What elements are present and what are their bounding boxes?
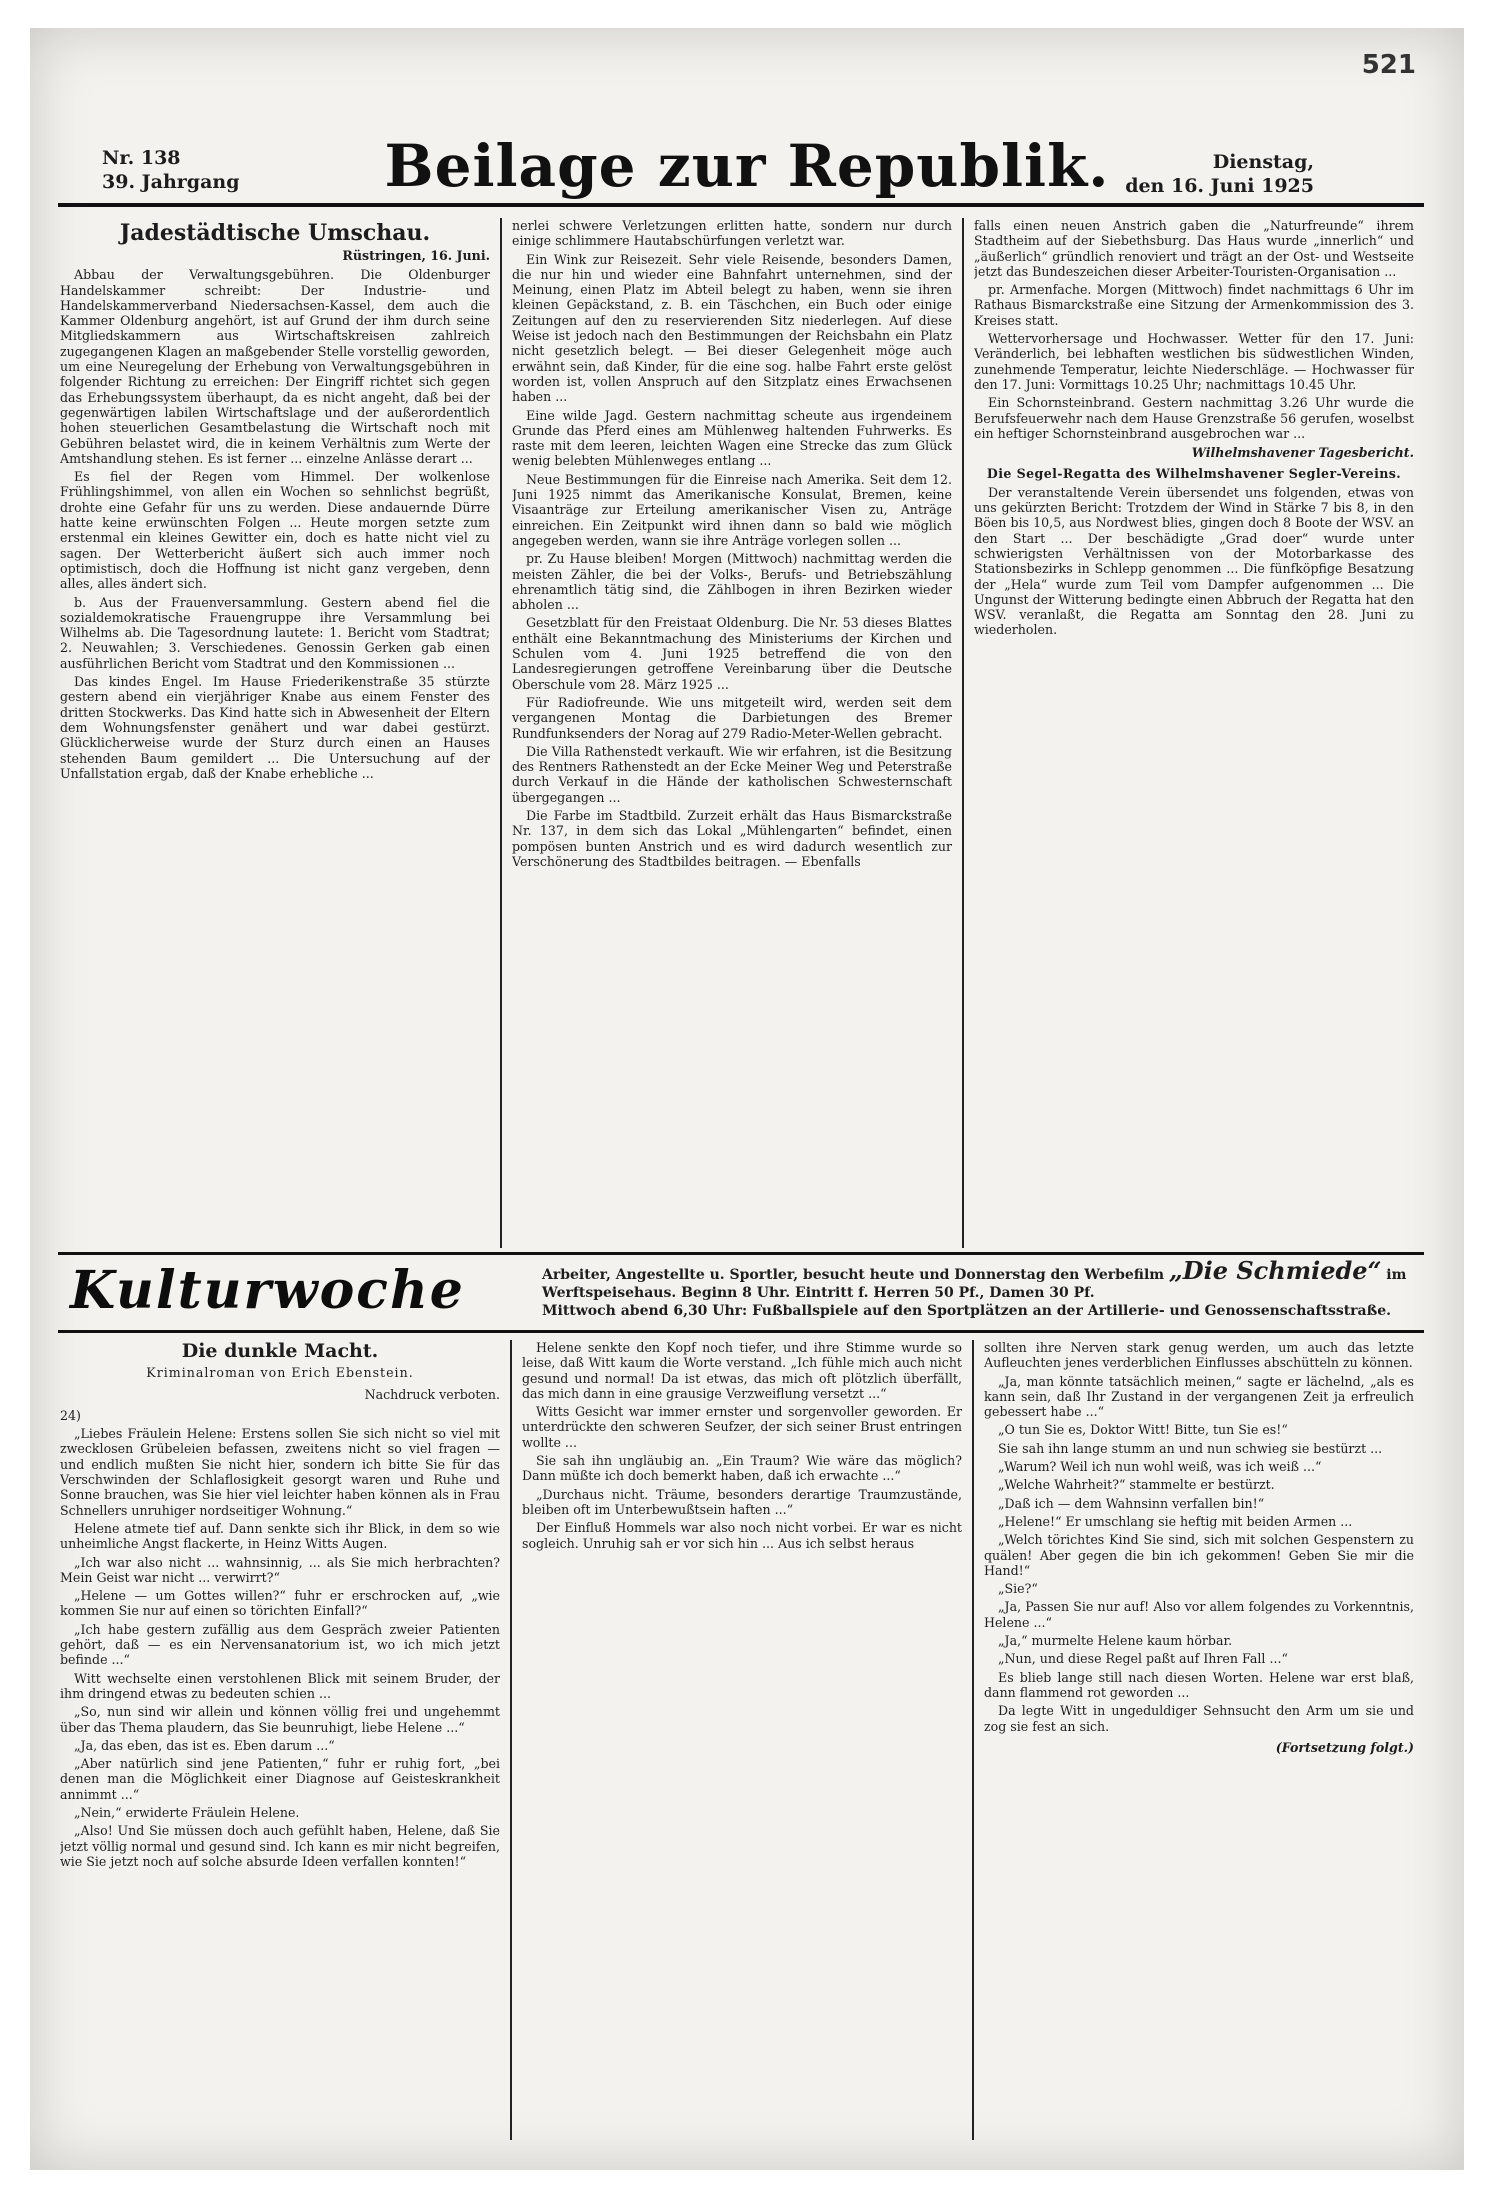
article-paragraph: nerlei schwere Verletzungen erlitten hatte, sondern nur durch einige schlimmere Hautabschürfungen verletzt war. [512,218,952,249]
column-divider [972,1340,974,2140]
novel-column-2 [522,1340,962,2140]
date-info [1125,150,1314,198]
novel-paragraph: „Daß ich — dem Wahnsinn verfallen bin!“ [998,1495,1265,1511]
novel-paragraph: Da legte Witt in ungeduldiger Sehnsucht den Arm um sie und zog sie fest an sich. [984,1703,1414,1734]
article-paragraph: Für Radiofreunde. Wie uns mitgeteilt wird, werden seit dem vergangenen Montag die Darbietungen des Bremer Rundfunksenders der Norag auf 279 Radio-Meter-Wellen gebracht. [512,694,952,741]
page-number: 521 [1361,50,1416,80]
masthead-rule [58,203,1424,207]
novel-paragraph: „Ich habe gestern zufällig aus dem Gespräch zweier Patienten gehört, daß — es ein Nervensanatorium ist, wo ich mich jetzt befinde ...“ [60,1621,500,1668]
kulturwoche-line-1 [542,1256,1422,1302]
article-paragraph: Das kindes Engel. Im Hause Friederikenstraße 35 stürzte gestern abend ein vierjähriger Knabe aus einem Fenster des dritten Stockwerks. Das Kind hatte sich in Abwesenheit der Eltern dem Wohnungsfenster genähert und war dabei gestürzt. Glücklicherweise wurde der Sturz durch einen an Hauses stehenden Baum gemildert ... Die Untersuchung auf der Unfallstation ergab, daß der Knabe erhebliche ... [60,674,490,781]
novel-paragraph: „O tun Sie es, Doktor Witt! Bitte, tun Sie es!“ [998,1422,1288,1438]
banner-rule-bottom [58,1330,1424,1333]
volume: 39. Jahrgang [102,171,240,193]
kulturwoche-title: Kulturwoche [70,1260,465,1321]
installment-number: 24) [60,1407,81,1423]
novel-paragraph: „Sie?“ [998,1581,1038,1597]
novel-paragraph: Helene senkte den Kopf noch tiefer, und ihre Stimme wurde so leise, daß Witt kaum die Worte verstand. „Ich fühle mich auch nicht gesund und normal! Da ist etwas, das mich oft plötzlich überfällt, das mich dann in eine grausige Verzweiflung versetzt ...“ [522,1340,962,1401]
novel-paragraph: Witt wechselte einen verstohlenen Blick mit seinem Bruder, der ihm dringend etwas zu bedeuten schien ... [60,1670,500,1701]
column-news-2 [512,218,952,1248]
article-paragraph: Abbau der Verwaltungsgebühren. Die Oldenburger Handelskammer schreibt: Der Industrie- und Handelskammerverband Niedersachsen-Kassel, dem auch die Kammer Oldenburg angehört, ist auf Grund der ihm durch seine Mitgliedskammern aus Wirtschaftskreisen zahlreich zugegangenen Klagen an maßgebender Stelle vorstellig geworden, um eine Neuregelung der Erhebung von Verwaltungsgebühren in folgender Richtung zu erreichen: Der Eingriff richtet sich gegen das Erhebungssystem überhaupt, da es nicht angeht, daß bei der gegenwärtigen labilen Wirtschaftslage und der außerordentlich hohen steuerlichen Gesamtbelastung die Wirtschaft noch mit Gebühren belastet wird, die in keinem Verhältnis zum Werte der Amtshandlung stehen. Es ist ferner ... einzelne Anlässe derart ... [60,267,490,466]
article-paragraph: Ein Schornsteinbrand. Gestern nachmittag 3.26 Uhr wurde die Berufsfeuerwehr nach dem Hause Grenzstraße 56 gerufen, woselbst ein heftiger Schornsteinbrand ausgebrochen war ... [974,395,1414,441]
newspaper-page [30,28,1464,2170]
column-local-news [60,214,490,1249]
kulturwoche-info [542,1256,1422,1320]
novel-paragraph: „Nein,“ erwiderte Fräulein Helene. [74,1805,300,1821]
novel-paragraph: „Ich war also nicht ... wahnsinnig, ... als Sie mich herbrachten? Mein Geist war nicht ... verwirrt?“ [60,1554,500,1585]
article-paragraph: b. Aus der Frauenversammlung. Gestern abend fiel die sozialdemokratische Frauengruppe ihre Versammlung bei Wilhelms ab. Die Tagesordnung lautete: 1. Bericht vom Stadtrat; 2. Neuwahlen; 3. Verschiedenes. Genossin Gerken gab einen ausführlichen Bericht vom Stadtrat und den Kommissionen ... [60,594,490,671]
dateline: Rüstringen, 16. Juni. [342,248,490,263]
novel-subtitle: Kriminalroman von Erich Ebenstein. [146,1365,414,1381]
regatta-heading: Die Segel-Regatta des Wilhelmshavener Segler-Vereins. [986,466,1402,482]
weekday: Dienstag, [1212,151,1314,173]
article-paragraph: pr. Armenfache. Morgen (Mittwoch) findet nachmittags 6 Uhr im Rathaus Bismarckstraße eine Sitzung der Armenkommission des 3. Kreises statt. [974,282,1414,328]
novel-paragraph: „Welche Wahrheit?“ stammelte er bestürzt. [998,1477,1275,1493]
novel-paragraph: „Ja, man könnte tatsächlich meinen,“ sagte er lächelnd, „als es kann sein, daß Ihr Zustand in der vergangenen Zeit ja erfreulich gebessert habe ...“ [984,1373,1414,1420]
novel-title: Die dunkle Macht. [181,1340,379,1362]
article-paragraph: Die Villa Rathenstedt verkauft. Wie wir erfahren, ist die Besitzung des Rentners Rathenstedt an der Ecke Meiner Weg und Peterstraße durch Verkauf in die Hände der katholischen Schwesternschaft übergegangen ... [512,743,952,805]
kulturwoche-line-2: Mittwoch abend 6,30 Uhr: Fußballspiele auf den Sportplätzen an der Artillerie- und Genossenschaftsstraße. [542,1303,1392,1319]
novel-paragraph: Witts Gesicht war immer ernster und sorgenvoller geworden. Er unterdrückte den schweren Seufzer, der sich seiner Brust entringen wollte ... [522,1404,962,1450]
novel-paragraph: „Helene — um Gottes willen?“ fuhr er erschrocken auf, „wie kommen Sie nur auf einen so törichten Einfall?“ [60,1588,500,1619]
article-paragraph: Es fiel der Regen vom Himmel. Der wolkenlose Frühlingshimmel, von allen ein Wochen so sehnlichst begrüßt, drohte eine Gefahr für uns zu werden. Diese andauernde Dürre hatte keine erwünschten Folgen ... Heute morgen setzte zum erstenmal ein kleines Gewitter ein, doch es hatte nicht viel zu sagen. Der Wetterbericht äußert sich auch immer noch optimistisch, doch die Hoffnung ist nicht ganz vergeben, denn alles, alles ändert sich. [60,469,490,592]
novel-paragraph: „Ja,“ murmelte Helene kaum hörbar. [998,1633,1233,1649]
article-paragraph: pr. Zu Hause bleiben! Morgen (Mittwoch) nachmittag werden die meisten Zähler, die bei der Volks-, Berufs- und Betriebszählung ehrenamtlich tätig sind, die Zählbogen in ihren Bezirken wieder abholen ... [512,551,952,613]
novel-paragraph: Der Einfluß Hommels war also noch nicht vorbei. Er war es nicht sogleich. Unruhig sah er vor sich hin ... Aus ich selbst heraus [522,1520,962,1551]
novel-paragraph: „Also! Und Sie müssen doch auch gefühlt haben, Helene, daß Sie jetzt völlig normal und gesund sind. Ich kann es mir nicht begreifen, wie Sie jetzt noch auf solche absurde Ideen verfallen konnten!“ [60,1823,500,1869]
reprint-notice: Nachdruck verboten. [364,1386,500,1402]
novel-paragraph: „So, nun sind wir allein und können völlig frei und ungehemmt über das Thema plaudern, das Sie beunruhigt, liebe Helene ...“ [60,1704,500,1735]
continued-notice: (Fortsetzung folgt.) [1275,1739,1414,1755]
novel-paragraph: „Helene!“ Er umschlang sie heftig mit beiden Armen ... [998,1513,1353,1529]
column-divider [962,218,964,1248]
film-title: „Die Schmiede“ [1168,1256,1382,1285]
novel-paragraph: „Aber natürlich sind jene Patienten,“ fuhr er ruhig fort, „bei denen man die Möglichkeit einer Diagnose auf Geisteskrankheit annimmt ...“ [60,1756,500,1802]
banner-rule-top [58,1252,1424,1255]
kulturwoche-details: im Werftspeisehaus. Beginn 8 Uhr. Eintritt f. Herren 50 Pf., Damen 30 Pf. [542,1267,1407,1301]
novel-paragraph: Es blieb lange still nach diesen Worten. Helene war erst blaß, dann flammend rot geworden ... [984,1669,1414,1700]
article-paragraph: Eine wilde Jagd. Gestern nachmittag scheute aus irgendeinem Grunde das Pferd eines am Mühlenweg haltenden Fuhrwerks. Es raste mit dem leeren, leichten Wagen eine Strecke das zum Glück wenig belebten Mühlenweges entlang ... [512,407,952,469]
novel-paragraph: sollten ihre Nerven stark genug werden, um auch das letzte Aufleuchten jenes verderblichen Einflusses abschütteln zu können. [984,1340,1414,1371]
issue-number: Nr. 138 [102,147,181,169]
novel-paragraph: „Ja, das eben, das ist es. Eben darum ...“ [74,1737,335,1753]
article-paragraph: Neue Bestimmungen für die Einreise nach Amerika. Seit dem 12. Juni 1925 nimmt das Amerikanische Konsulat, Bremen, keine Visaanträge zur Erteilung amerikanischer Visen zu, Anträge einreichen. Ein Zeitpunkt wird ihnen dann so bald wie möglich angegeben werden, wann sie ihre Anträge vorlegen sollen ... [512,471,952,548]
column-news-3 [974,218,1414,1248]
novel-column-3 [984,1340,1414,2140]
novel-paragraph: „Liebes Fräulein Helene: Erstens sollen Sie sich nicht so viel mit zwecklosen Grübeleien befassen, zweitens nicht so viel fragen — und endlich mußten Sie nicht hier, sondern ich bitte Sie für das Verschwinden der Schlaflosigkeit gesorgt waren und Ruhe und Sonne brauchen, was Sie hier viel leichter haben können als in Frau Schnellers unruhiger nordseitiger Wohnung.“ [60,1426,500,1518]
article-paragraph: Die Farbe im Stadtbild. Zurzeit erhält das Haus Bismarckstraße Nr. 137, in dem sich das Lokal „Mühlengarten“ befindet, einen pompösen bunten Anstrich und es wird dadurch wesentlich zur Verschönerung des Stadtbildes beitragen. — Ebenfalls [512,807,952,869]
novel-paragraph: Sie sah ihn ungläubig an. „Ein Traum? Wie wäre das möglich? Dann müßte ich doch bemerkt haben, daß ich erwachte ...“ [522,1453,962,1484]
column-divider [500,218,502,1248]
novel-paragraph: „Welch törichtes Kind Sie sind, sich mit solchen Gespenstern zu quälen! Aber gegen die bin ich gekommen! Geben Sie mir die Hand!“ [984,1532,1414,1578]
kulturwoche-invite: Arbeiter, Angestellte u. Sportler, besucht heute und Donnerstag den Werbefilm [542,1267,1165,1283]
novel-paragraph: „Warum? Weil ich nun wohl weiß, was ich weiß ...“ [998,1459,1322,1475]
article-paragraph: Gesetzblatt für den Freistaat Oldenburg. Die Nr. 53 dieses Blattes enthält eine Bekanntmachung des Ministeriums der Kirchen und Schulen vom 4. Juni 1925 betreffend die von den Landesregierungen getroffene Vereinbarung über die Deutsche Oberschule vom 28. März 1925 ... [512,615,952,692]
novel-paragraph: „Durchaus nicht. Träume, besonders derartige Traumzustände, bleiben oft im Unterbewußtsein haften ...“ [522,1486,962,1517]
novel-paragraph: Helene atmete tief auf. Dann senkte sich ihr Blick, in dem so wie unheimliche Angst flackerte, in Heinz Witts Augen. [60,1520,500,1552]
novel-paragraph: Sie sah ihn lange stumm an und nun schwieg sie bestürzt ... [998,1440,1383,1456]
novel-paragraph: „Nun, und diese Regel paßt auf Ihren Fall ...“ [998,1651,1288,1667]
article-paragraph: Wettervorhersage und Hochwasser. Wetter für den 17. Juni: Veränderlich, bei lebhaften westlichen bis südwestlichen Winden, zunehmende Temperatur, leichte Niederschläge. — Hochwasser für den 17. Juni: Vormittags 10.25 Uhr; nachmittags 10.45 Uhr. [974,331,1414,392]
column-divider [510,1340,512,2140]
novel-column-1 [60,1340,500,2140]
article-paragraph: falls einen neuen Anstrich gaben die „Naturfreunde“ ihrem Stadtheim auf der Siebethsburg. Das Haus wurde „innerlich“ und „äußerlich“ gründlich renoviert und trägt an der Ost- und Westseite jetzt das Bundeszeichen dieser Arbeiter-Touristen-Organisation ... [974,218,1414,279]
article-signature: Wilhelmshavener Tagesbericht. [1191,445,1414,461]
article-paragraph: Der veranstaltende Verein übersendet uns folgenden, etwas von uns gekürzten Bericht: Trotzdem der Wind in Stärke 7 bis 8, in den Böen bis 10,5, aus Nordwest blies, gingen doch 8 Boote der WSV. an den Start ... Der beschädigte „Grad doer“ wurde unter schwierigsten Verhältnissen von der Motorbarkasse des Stationsbezirks in Schlepp genommen ... Die fünfköpfige Besatzung der „Hela“ wurde zum Teil vom Dampfer aufgenommen ... Die Ungunst der Witterung bedingte einen Abbruch der Regatta hat den WSV. veranlaßt, die Regatta am Sonntag den 28. Juni zu wiederholen. [974,484,1414,638]
article-paragraph: Ein Wink zur Reisezeit. Sehr viele Reisende, besonders Damen, die nur hin und wieder eine Bahnfahrt unternehmen, sind der Meinung, einen Platz im Abteil belegt zu haben, wenn sie ihren kleinen Gepäckstand, z. B. ein Täschchen, ein Buch oder einige Zeitungen auf den zu reservierenden Sitz niederlegen. Auf diese Weise ist jedoch nach den Bestimmungen der Reichsbahn ein Platz nicht gesetzlich belegt. — Bei dieser Gelegenheit möge auch erwähnt sein, daß Kinder, für die eine sog. halbe Fahrt erste gelöst worden ist, vollen Anspruch auf den Sitzplatz eines Erwachsenen haben ... [512,251,952,405]
novel-paragraph: „Ja, Passen Sie nur auf! Also vor allem folgendes zu Vorkenntnis, Helene ...“ [984,1599,1414,1630]
section-title: Jadestädtische Umschau. [119,220,431,246]
masthead-title: Beilage zur Republik. [384,132,1110,200]
date: den 16. Juni 1925 [1125,175,1314,197]
